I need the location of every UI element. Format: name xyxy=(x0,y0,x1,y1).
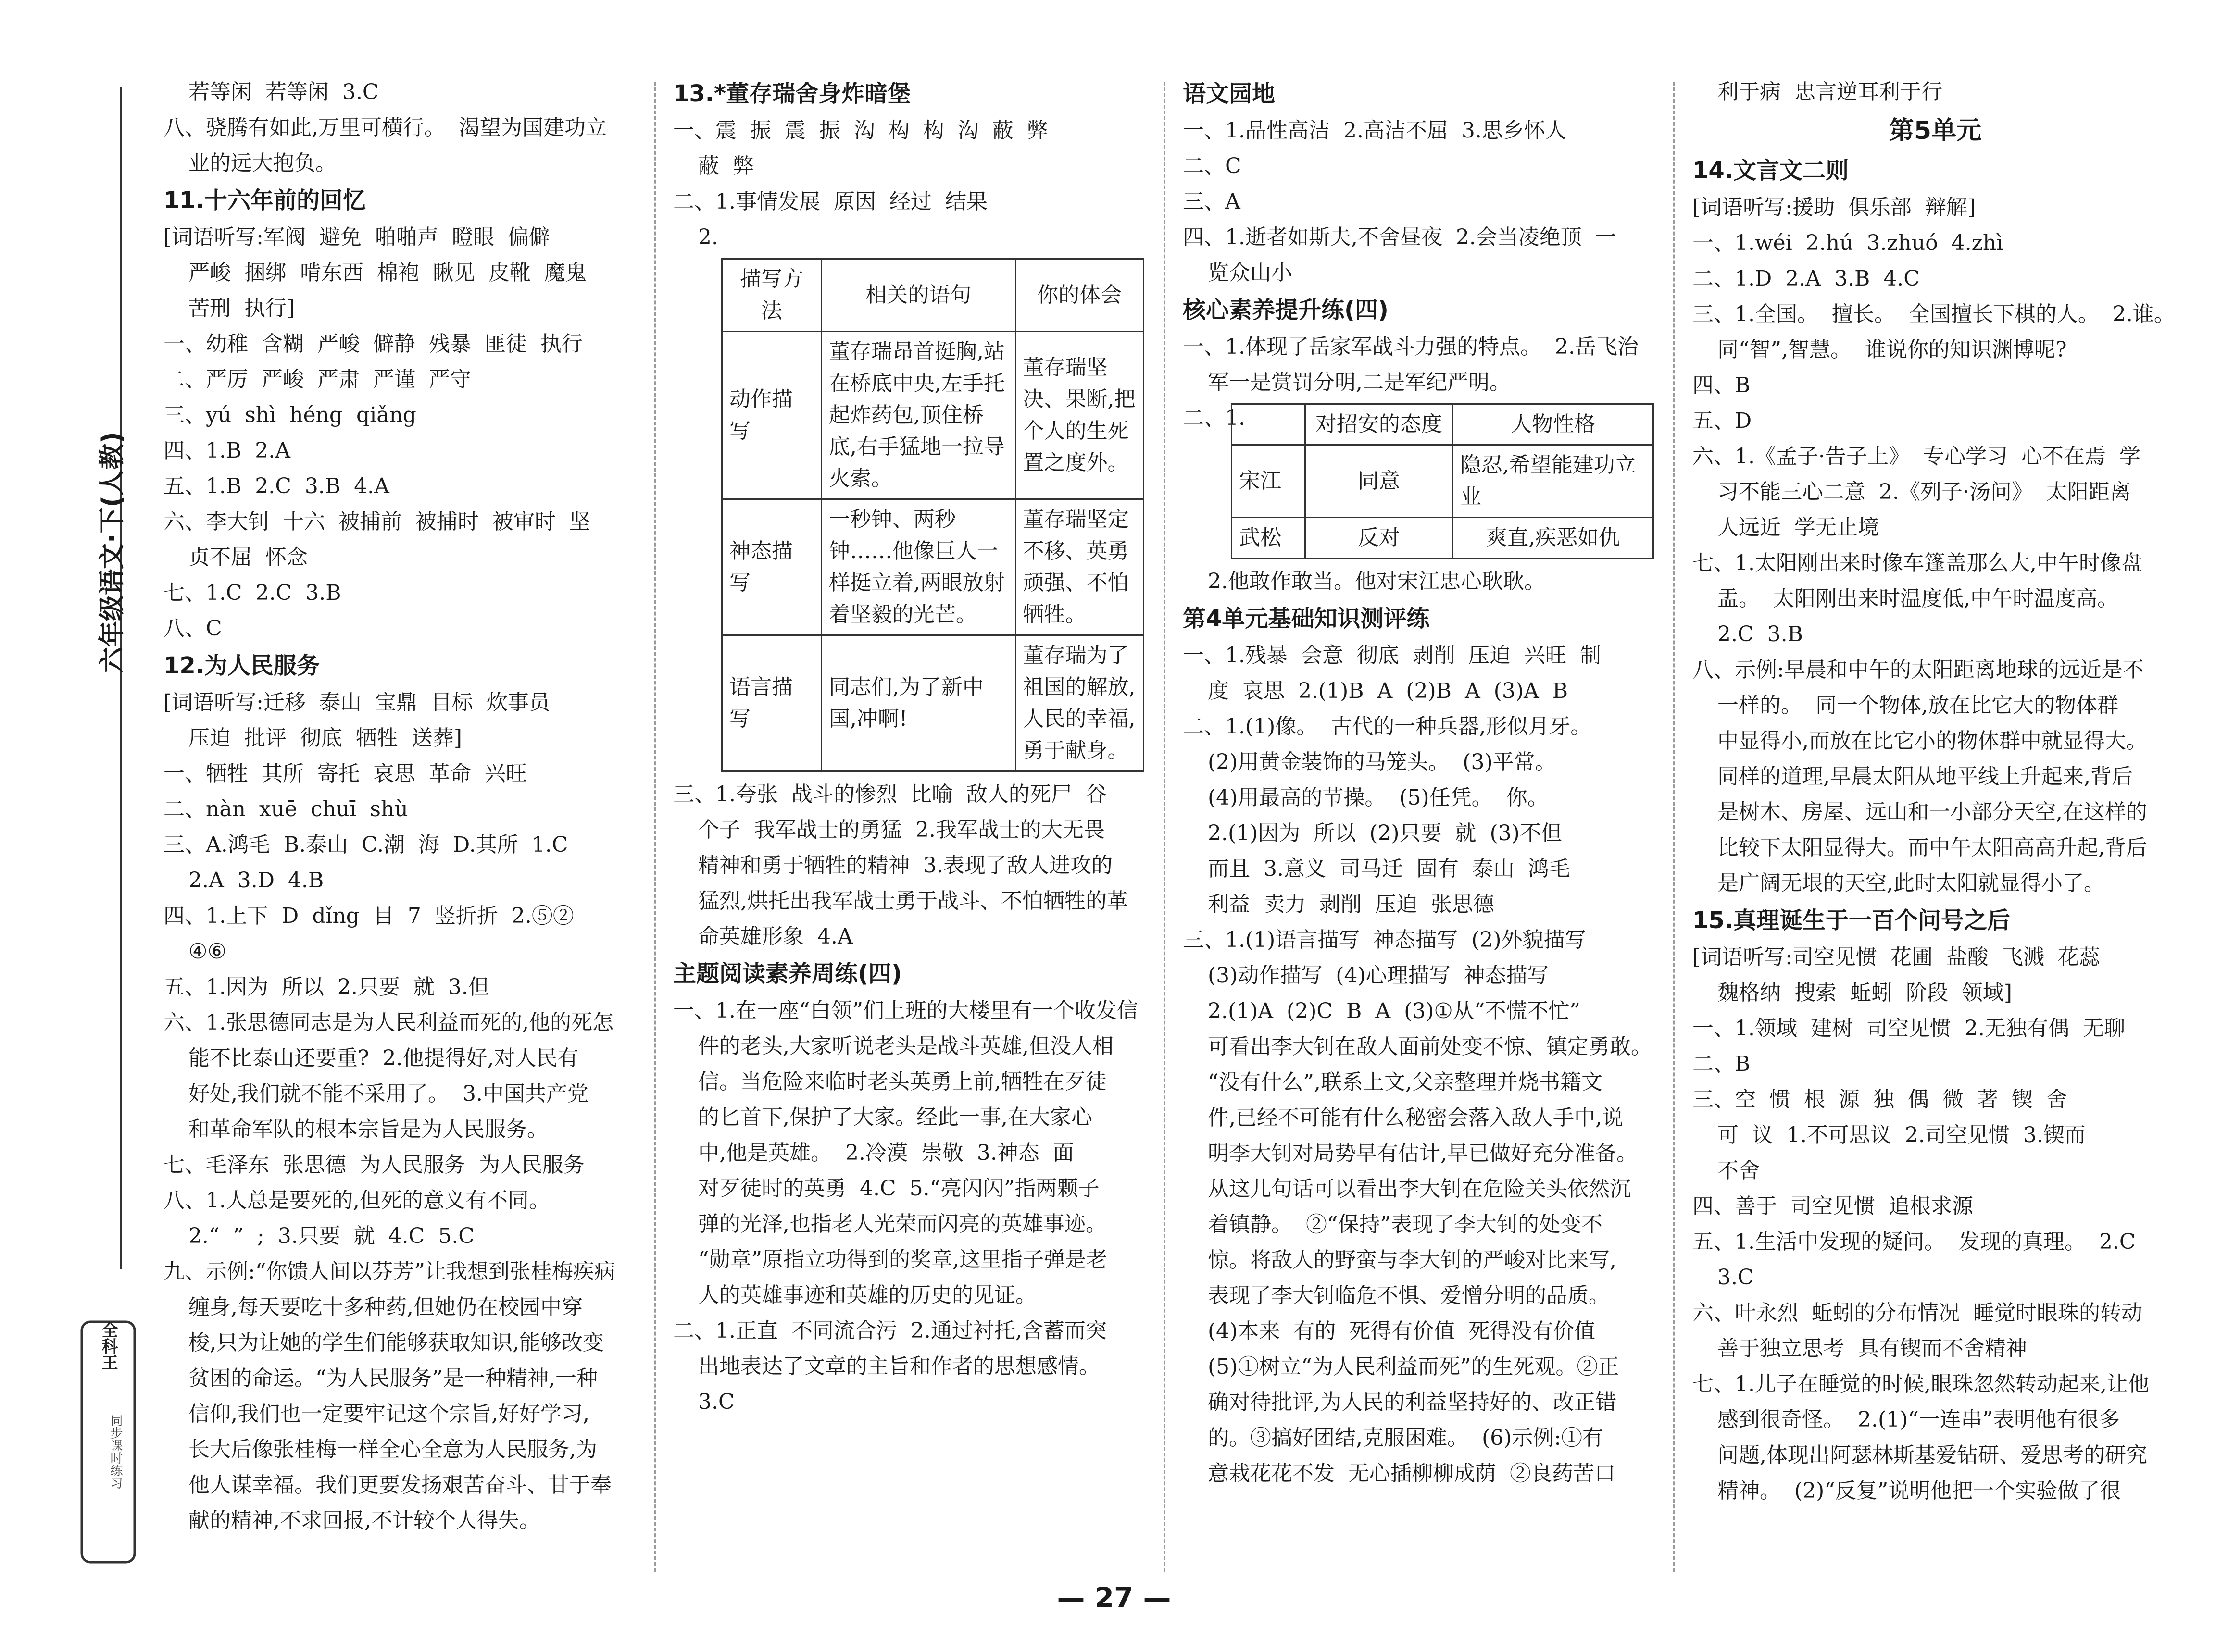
answer-line: 是树木、房屋、远山和一小部分天空,在这样的 xyxy=(1717,800,2147,824)
answer-line: 明李大钊对局势早有估计,早已做好充分准备。 xyxy=(1208,1141,1638,1166)
answer-line: 六、李大钊 十六 被捕前 被捕时 被审时 坚 xyxy=(163,509,590,534)
answer-line: 军一是赏罚分明,二是军纪严明。 xyxy=(1208,370,1511,395)
table-cell: 爽直,疾恶如仇 xyxy=(1452,518,1653,559)
answer-line: 六、1.《孟子·告子上》 专心学习 心不在焉 学 xyxy=(1692,444,2140,469)
answer-line: 八、C xyxy=(163,616,222,641)
answer-line: 度 哀思 2.(1)B A (2)B A (3)A B xyxy=(1208,679,1568,703)
answer-line: 意栽花花不发 无心插柳柳成荫 ②良药苦口 xyxy=(1208,1461,1615,1486)
answer-line: 三、yú shì héng qiǎng xyxy=(163,403,416,427)
answer-line: 表现了李大钊临危不惧、爱憎分明的品质。 xyxy=(1208,1283,1610,1308)
description-method-table xyxy=(721,258,1144,772)
section-heading: 核心素养提升练(四) xyxy=(1183,297,1389,323)
column-divider xyxy=(1673,82,1675,1572)
answer-line: 信。当危险来临时老头英勇上前,牺牲在歹徒 xyxy=(698,1069,1107,1094)
answer-line: 好处,我们就不能不采用了。 3.中国共产党 xyxy=(188,1081,588,1106)
answer-line: 三、A.鸿毛 B.泰山 C.潮 海 D.其所 1.C xyxy=(163,832,568,857)
answer-line: 五、D xyxy=(1692,409,1752,433)
answer-line: (5)①树立“为人民利益而死”的生死观。②正 xyxy=(1208,1354,1619,1379)
svg-text:全科王: 全科王 xyxy=(99,1321,118,1370)
answer-line: 蔽 弊 xyxy=(698,154,754,178)
answer-line: “没有什么”,联系上文,父亲整理并烧书籍文 xyxy=(1208,1070,1602,1094)
answer-line: 长大后像张桂梅一样全心全意为人民服务,为 xyxy=(188,1437,597,1462)
answer-line: “勋章”原指立功得到的奖章,这里指子弹是老 xyxy=(698,1247,1107,1272)
answer-line: 利于病 忠言逆耳利于行 xyxy=(1717,80,1942,104)
answer-column-2 xyxy=(673,75,1159,1420)
binding-line xyxy=(120,87,122,1269)
answer-line: 从这儿句话可以看出李大钊在危险关头依然沉 xyxy=(1208,1177,1631,1201)
answer-line: 2.A 3.D 4.B xyxy=(188,868,324,893)
answer-line: 件,已经不可能有什么秘密会落入敌人手中,说 xyxy=(1208,1105,1623,1130)
table-header: 对招安的态度 xyxy=(1305,404,1452,445)
answer-line: 3.C xyxy=(1717,1265,1754,1290)
answer-line: 中显得小,而放在比它小的物体群中就显得大。 xyxy=(1717,729,2147,753)
answer-line: 四、B xyxy=(1692,373,1751,397)
svg-text:同步课时练习: 同步课时练习 xyxy=(108,1414,123,1489)
answer-line: 一样的。 同一个物体,放在比它大的物体群 xyxy=(1717,693,2118,718)
answer-line: 二、C xyxy=(1183,154,1241,178)
table-row xyxy=(722,635,1144,771)
answer-line: 一、1.wéi 2.hú 3.zhuó 4.zhì xyxy=(1692,231,2003,255)
answer-line: 盂。 太阳刚出来时温度低,中午时温度高。 xyxy=(1717,586,2118,611)
answer-line: 2.(1)因为 所以 (2)只要 就 (3)不但 xyxy=(1208,821,1562,845)
section-heading: 15.真理诞生于一百个问号之后 xyxy=(1692,907,2011,934)
answer-line: 严峻 捆绑 啃东西 棉袍 瞅见 皮靴 魔鬼 xyxy=(188,261,587,285)
answer-line: 若等闲 若等闲 3.C xyxy=(188,80,379,104)
answer-line: 八、示例:早晨和中午的太阳距离地球的远近是不 xyxy=(1692,658,2144,682)
answer-line: 八、骁腾有如此,万里可横行。 渴望为国建功立 xyxy=(163,115,607,140)
answer-line: 个子 我军战士的勇猛 2.我军战士的大无畏 xyxy=(698,818,1105,842)
answer-line: 同“智”,智慧。 谁说你的知识渊博呢? xyxy=(1717,337,2067,362)
answer-line: 的。③搞好团结,克服困难。 (6)示例:①有 xyxy=(1208,1426,1604,1450)
answer-line: 2.“ ” ; 3.只要 就 4.C 5.C xyxy=(188,1224,475,1248)
table-cell: 董存瑞昂首挺胸,站在桥底中央,左手托起炸药包,顶住桥底,右手猛地一拉导火索。 xyxy=(821,332,1015,499)
answer-line: 惊。将敌人的野蛮与李大钊的严峻对比来写, xyxy=(1208,1248,1616,1272)
answer-line: 八、1.人总是要死的,但死的意义有不同。 xyxy=(163,1188,550,1213)
answer-line: 五、1.生活中发现的疑问。 发现的真理。 2.C xyxy=(1692,1230,2136,1254)
answer-line: 三、1.夸张 战斗的惨烈 比喻 敌人的死尸 谷 xyxy=(673,782,1107,807)
table-cell: 隐忍,希望能建功立业 xyxy=(1452,445,1653,518)
answer-line: 中,他是英雄。 2.冷漠 崇敬 3.神态 面 xyxy=(698,1141,1074,1165)
answer-line: 三、A xyxy=(1183,189,1240,214)
table-cell: 一秒钟、两秒钟……他像巨人一样挺立着,两眼放射着坚毅的光芒。 xyxy=(821,499,1015,635)
table-cell: 董存瑞坚决、果断,把个人的生死置之度外。 xyxy=(1015,332,1143,499)
section-heading: 语文园地 xyxy=(1183,80,1276,107)
page-number: — 27 — xyxy=(1057,1581,1171,1614)
table-header: 相关的语句 xyxy=(821,259,1015,332)
answer-line: 着镇静。 ②“保持”表现了李大钊的处变不 xyxy=(1208,1212,1602,1237)
section-heading: 13.*董存瑞舍身炸暗堡 xyxy=(673,80,911,107)
answer-line: 精神和勇于牺牲的精神 3.表现了敌人进攻的 xyxy=(698,853,1113,878)
answer-line: 四、善于 司空见惯 追根求源 xyxy=(1692,1194,1973,1218)
answer-line: 出地表达了文章的主旨和作者的思想感情。 xyxy=(698,1354,1100,1379)
binding-title: 六年级语文·下(人教) xyxy=(97,432,127,673)
answer-line: 二、1.事情发展 原因 经过 结果 xyxy=(673,189,988,214)
answer-line: [词语听写:援助 俱乐部 辩解] xyxy=(1692,195,1976,220)
answer-line: 一、震 振 震 振 沟 构 构 沟 蔽 弊 xyxy=(673,118,1048,143)
answer-line: [词语听写:司空见惯 花圃 盐酸 飞溅 花蕊 xyxy=(1692,945,2100,969)
answer-line: 梭,只为让她的学生们能够获取知识,能够改变 xyxy=(188,1330,604,1355)
answer-line: (3)动作描写 (4)心理描写 神态描写 xyxy=(1208,963,1549,988)
answer-line: 一、1.残暴 会意 彻底 剥削 压迫 兴旺 制 xyxy=(1183,643,1601,668)
answer-line: 二、1.D 2.A 3.B 4.C xyxy=(1692,266,1920,291)
unit-heading: 第5单元 xyxy=(1889,116,1982,145)
answer-line: 命英雄形象 4.A xyxy=(698,924,853,949)
answer-line: 二、B xyxy=(1692,1052,1751,1076)
answer-line: 苦刑 执行] xyxy=(188,296,295,321)
answer-line: 三、空 惯 根 源 独 偶 微 著 锲 舍 xyxy=(1692,1087,2067,1112)
answer-line: 二、1.(1)像。 古代的一种兵器,形似月牙。 xyxy=(1183,714,1592,739)
answer-line: 精神。 (2)“反复”说明他把一个实验做了很 xyxy=(1717,1478,2121,1503)
table-row xyxy=(1232,445,1653,518)
answer-line: 七、毛泽东 张思德 为人民服务 为人民服务 xyxy=(163,1153,585,1177)
answer-line: 五、1.因为 所以 2.只要 就 3.但 xyxy=(163,975,489,999)
table-row xyxy=(1232,518,1653,559)
answer-line: 可 议 1.不可思议 2.司空见惯 3.锲而 xyxy=(1717,1123,2086,1147)
answer-line: 一、幼稚 含糊 严峻 僻静 残暴 匪徒 执行 xyxy=(163,332,583,356)
answer-line: 问题,体现出阿瑟林斯基爱钻研、爱思考的研究 xyxy=(1717,1443,2147,1467)
answer-line: 他人谋幸福。我们更要发扬艰苦奋斗、甘于奉 xyxy=(188,1473,612,1497)
answer-line: 确对待批评,为人民的利益坚持好的、改正错 xyxy=(1208,1390,1616,1415)
table-header: 人物性格 xyxy=(1452,404,1653,445)
answer-line: 和革命军队的根本宗旨是为人民服务。 xyxy=(188,1117,548,1142)
answer-line: 人的英雄事迹和英雄的历史的见证。 xyxy=(698,1283,1037,1307)
answer-line: 一、1.领域 建树 司空见惯 2.无独有偶 无聊 xyxy=(1692,1016,2125,1041)
answer-line: 感到很奇怪。 2.(1)“一连串”表明他有很多 xyxy=(1717,1407,2120,1432)
answer-line: 是广阔无垠的天空,此时太阳就显得小了。 xyxy=(1717,871,2105,895)
answer-line: 对歹徒时的英勇 4.C 5.“亮闪闪”指两颗子 xyxy=(698,1176,1100,1201)
answer-line: 猛烈,烘托出我军战士勇于战斗、不怕牺牲的革 xyxy=(698,889,1128,913)
answer-line: 四、1.上下 D dǐng 目 7 竖折折 2.⑤② xyxy=(163,904,574,928)
answer-line: 七、1.太阳刚出来时像车篷盖那么大,中午时像盘 xyxy=(1692,551,2142,575)
answer-line: 利益 卖力 剥削 压迫 张思德 xyxy=(1208,892,1494,917)
answer-line: 一、1.体现了岳家军战斗力强的特点。 2.岳飞治 xyxy=(1183,335,1639,359)
answer-line: 信仰,我们也一定要牢记这个宗旨,好好学习, xyxy=(188,1402,589,1426)
answer-line: 业的远大抱负。 xyxy=(188,151,337,175)
table-row xyxy=(722,332,1144,499)
answer-line: 人远近 学无止境 xyxy=(1717,515,1879,540)
question-label: 二、1. xyxy=(1183,406,1245,430)
answer-column-1 xyxy=(163,75,649,1539)
answer-line: 五、1.B 2.C 3.B 4.A xyxy=(163,474,389,498)
answer-line: 三、1.(1)语言描写 神态描写 (2)外貌描写 xyxy=(1183,928,1586,952)
answer-line: 二、1.正直 不同流合污 2.通过衬托,含蓄而突 xyxy=(673,1318,1107,1343)
answer-line: [词语听写:军阀 避免 啪啪声 瞪眼 偏僻 xyxy=(163,225,550,249)
answer-line: 2.C 3.B xyxy=(1717,622,1803,646)
column-divider xyxy=(654,82,656,1572)
answer-line: 比较下太阳显得大。而中午太阳高高升起,背后 xyxy=(1717,835,2147,860)
answer-line: [词语听写:迁移 泰山 宝鼎 目标 炊事员 xyxy=(163,690,550,715)
answer-line: 览众山小 xyxy=(1208,261,1292,285)
answer-line: 九、示例:“你馈人间以芬芳”让我想到张桂梅疾病 xyxy=(163,1259,615,1284)
answer-line: 可看出李大钊在敌人面前处变不惊、镇定勇敢。 xyxy=(1208,1034,1652,1059)
table-cell: 董存瑞坚定不移、英勇顽强、不怕牺牲。 xyxy=(1015,499,1143,635)
answer-line: 贞不屈 怀念 xyxy=(188,545,308,570)
answer-line: 2.(1)A (2)C B A (3)①从“不慌不忙” xyxy=(1208,999,1580,1023)
answer-line: 同样的道理,早晨太阳从地平线上升起来,背后 xyxy=(1717,764,2133,789)
answer-line: 献的精神,不求回报,不计较个人得失。 xyxy=(188,1508,540,1533)
answer-line: 七、1.儿子在睡觉的时候,眼珠忽然转动起来,让他 xyxy=(1692,1372,2149,1396)
answer-line: 2.他敢作敢当。他对宋江忠心耿耿。 xyxy=(1208,569,1545,594)
answer-line: 的匕首下,保护了大家。经此一事,在大家心 xyxy=(698,1105,1092,1130)
answer-line: 七、1.C 2.C 3.B xyxy=(163,581,341,605)
answer-line: (4)本来 有的 死得有价值 死得没有价值 xyxy=(1208,1319,1596,1343)
table-cell: 同志们,为了新中国,冲啊! xyxy=(821,635,1015,771)
table-cell: 宋江 xyxy=(1232,445,1305,518)
answer-column-3 xyxy=(1183,75,1668,1491)
answer-line: 压迫 批评 彻底 牺牲 送葬] xyxy=(188,726,463,750)
answer-line: 一、牺牲 其所 寄托 哀思 革命 兴旺 xyxy=(163,761,527,786)
answer-line: (4)用最高的节操。 (5)任凭。 你。 xyxy=(1208,785,1549,810)
table-header: 描写方法 xyxy=(722,259,822,332)
answer-line: 缠身,每天要吃十多种药,但她仍在校园中穿 xyxy=(188,1295,583,1319)
answer-line: 四、1.B 2.A xyxy=(163,438,291,463)
table-cell: 同意 xyxy=(1305,445,1452,518)
table-header: 你的体会 xyxy=(1015,259,1143,332)
answer-line: 而且 3.意义 司马迁 固有 泰山 鸿毛 xyxy=(1208,857,1570,881)
table-header xyxy=(1232,404,1305,445)
answer-line: 不舍 xyxy=(1717,1158,1760,1183)
answer-line: 四、1.逝者如斯夫,不舍昼夜 2.会当凌绝顶 一 xyxy=(1183,225,1616,249)
table-cell: 语言描写 xyxy=(722,635,822,771)
table-cell: 董存瑞为了祖国的解放,人民的幸福,勇于献身。 xyxy=(1015,635,1143,771)
answer-column-4 xyxy=(1692,75,2178,1509)
table-cell: 反对 xyxy=(1305,518,1452,559)
answer-line: 习不能三心二意 2.《列子·汤问》 太阳距离 xyxy=(1717,480,2131,504)
answer-line: 能不比泰山还要重? 2.他提得好,对人民有 xyxy=(188,1046,579,1070)
answer-line: 六、叶永烈 蚯蚓的分布情况 睡觉时眼珠的转动 xyxy=(1692,1301,2142,1325)
table-cell: 动作描写 xyxy=(722,332,822,499)
answer-line: (2)用黄金装饰的马笼头。 (3)平常。 xyxy=(1208,750,1556,774)
answer-line: 弹的光泽,也指老人光荣而闪亮的英雄事迹。 xyxy=(698,1212,1107,1236)
section-heading: 12.为人民服务 xyxy=(163,652,320,679)
answer-line: 3.C xyxy=(698,1390,735,1414)
publisher-logo xyxy=(77,1317,139,1567)
character-attitude-table xyxy=(1231,403,1654,559)
answer-line: ④⑥ xyxy=(188,939,226,964)
answer-line: 一、1.在一座“白领”们上班的大楼里有一个收发信 xyxy=(673,998,1138,1023)
answer-line: 2. xyxy=(698,225,718,249)
answer-line: 三、1.全国。 擅长。 全国擅长下棋的人。 2.谁。 xyxy=(1692,302,2175,326)
answer-line: 一、1.品性高洁 2.高洁不屈 3.思乡怀人 xyxy=(1183,118,1566,143)
answer-line: 魏格纳 搜索 蚯蚓 阶段 领域] xyxy=(1717,981,2013,1005)
answer-line: 贫困的命运。“为人民服务”是一种精神,一种 xyxy=(188,1366,598,1391)
column-divider xyxy=(1164,82,1165,1572)
answer-line: 六、1.张思德同志是为人民利益而死的,他的死怎 xyxy=(163,1010,613,1035)
section-heading: 14.文言文二则 xyxy=(1692,157,1849,184)
table-cell: 神态描写 xyxy=(722,499,822,635)
answer-line: 件的老头,大家听说老头是战斗英雄,但没人相 xyxy=(698,1034,1114,1058)
section-heading: 第4单元基础知识测评练 xyxy=(1183,605,1430,632)
table-row xyxy=(722,499,1144,635)
section-heading: 11.十六年前的回忆 xyxy=(163,187,366,214)
section-heading: 主题阅读素养周练(四) xyxy=(673,960,902,987)
answer-line: 善于独立思考 具有锲而不舍精神 xyxy=(1717,1336,2027,1361)
answer-line: 二、nàn xuē chuī shù xyxy=(163,797,408,821)
table-cell: 武松 xyxy=(1232,518,1305,559)
answer-line: 二、严厉 严峻 严肃 严谨 严守 xyxy=(163,367,471,392)
